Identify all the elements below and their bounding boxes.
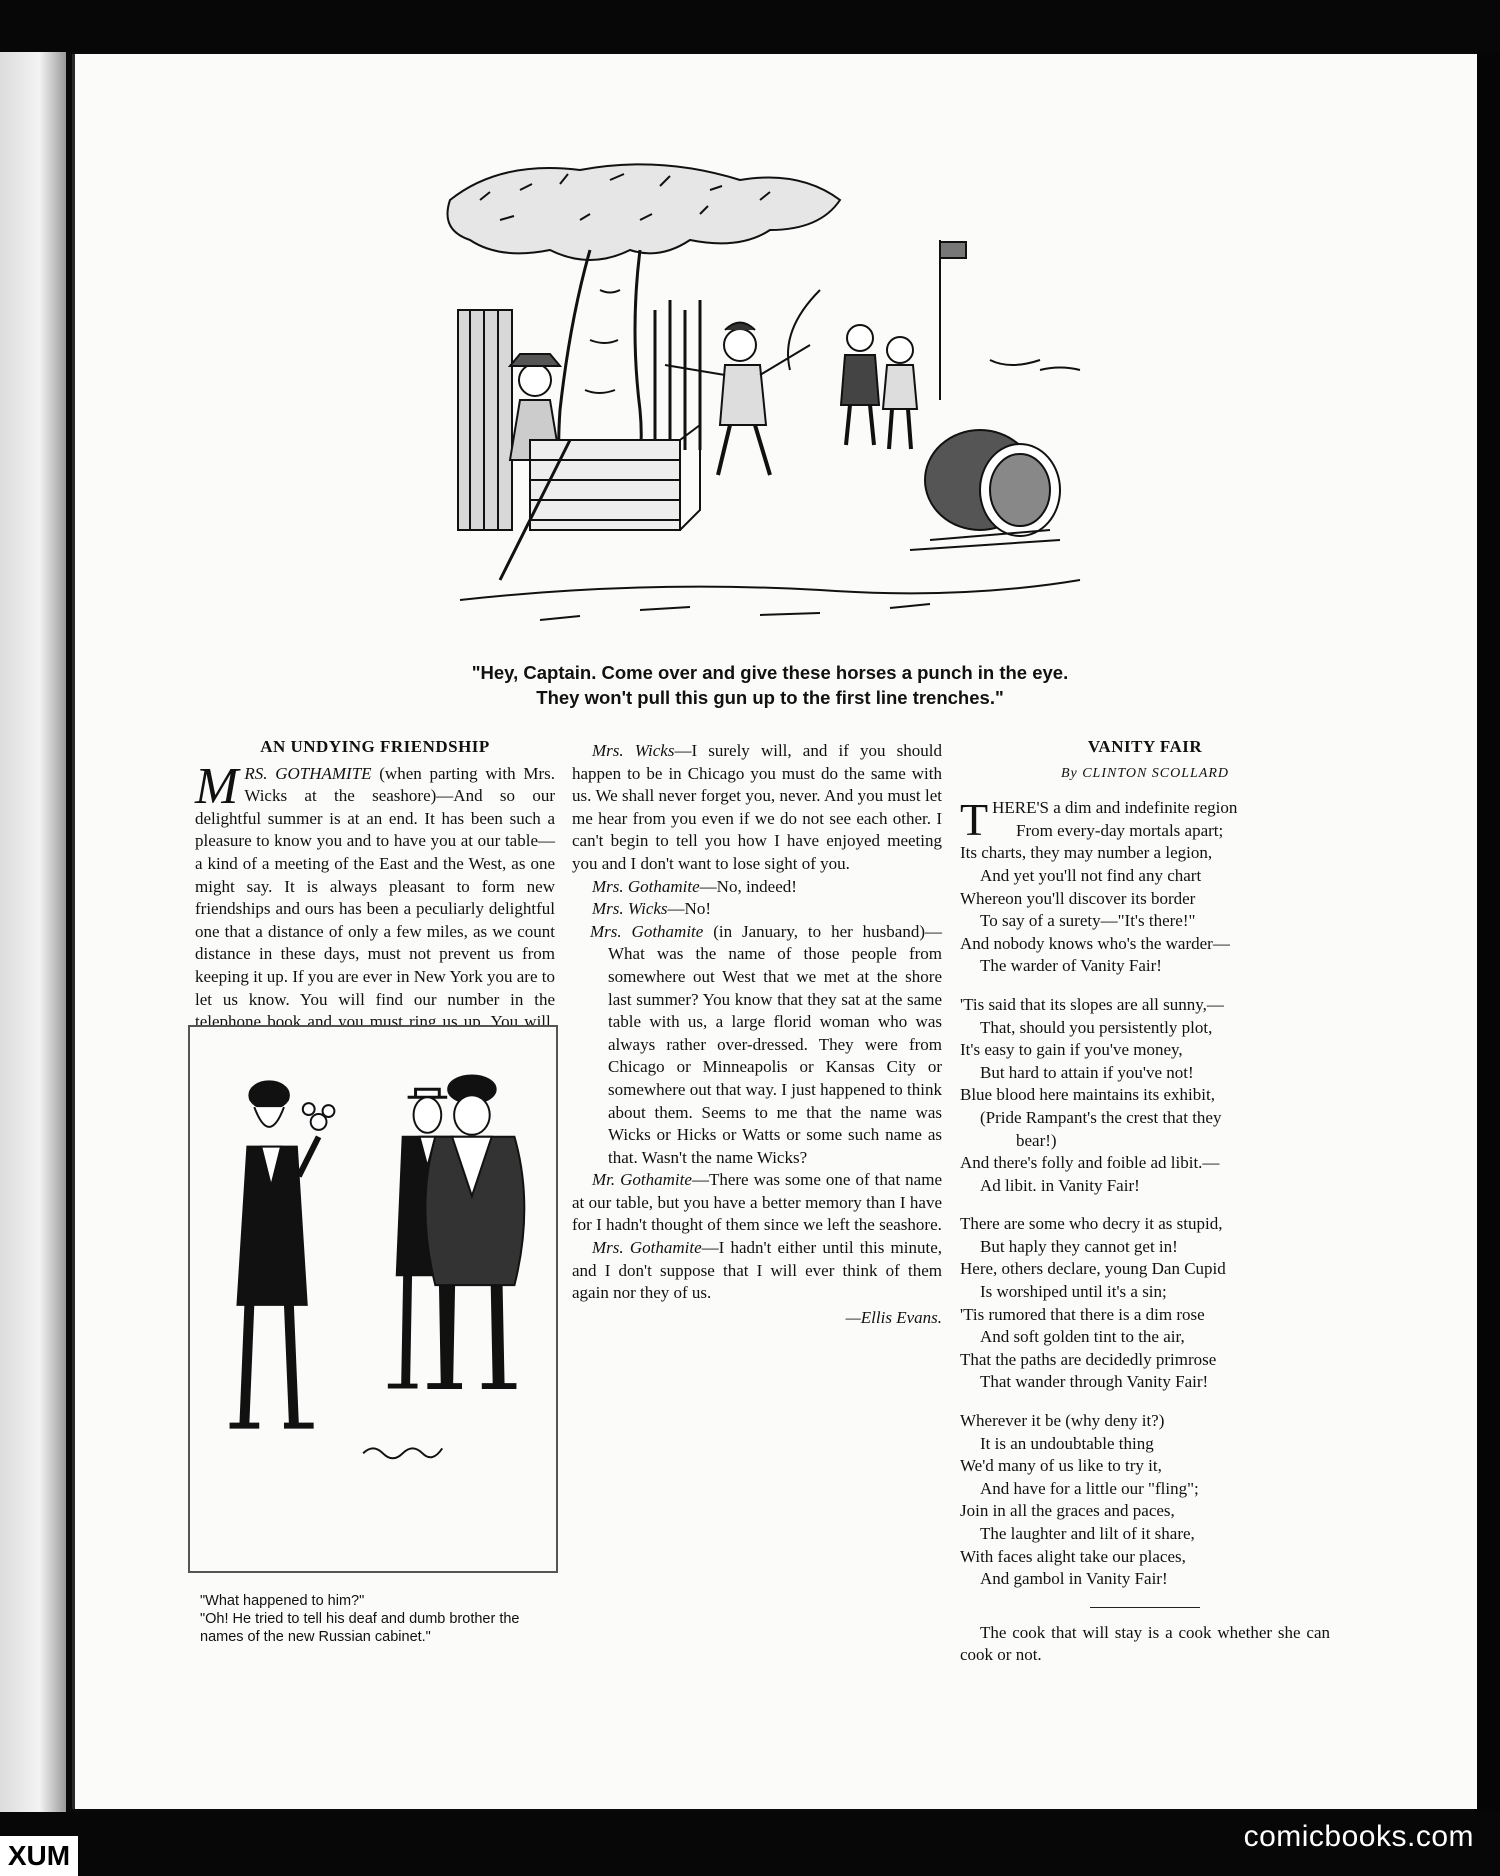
- poem-line: Wherever it be (why deny it?): [960, 1411, 1165, 1431]
- caption-line: "Oh! He tried to tell his deaf and dumb brother the names of the new Russian cabinet.": [200, 1611, 520, 1645]
- article-paragraph: [572, 898, 942, 921]
- article-title: AN UNDYING FRIENDSHIP: [260, 737, 490, 756]
- article-paragraph: [572, 1169, 942, 1237]
- poem-line: And nobody knows who's the warder—: [960, 933, 1230, 953]
- filler-quip: The cook that will stay is a cook whether she can cook or not.: [960, 1622, 1330, 1665]
- three-men-cartoon: [188, 1025, 558, 1573]
- speaker-name: Mrs. Wicks: [592, 899, 668, 919]
- poem-line: And there's folly and foible ad libit.—: [960, 1153, 1220, 1173]
- facing-page-edge: [0, 52, 66, 1812]
- poem-stanza: [960, 994, 1330, 1197]
- poem-line: That, should you persistently plot,: [980, 1017, 1213, 1037]
- poem-title: VANITY FAIR: [1087, 737, 1203, 756]
- site-watermark: comicbooks.com: [1243, 1820, 1474, 1853]
- speaker-name: Mr. Gothamite: [592, 1170, 692, 1190]
- poem-line: From every-day mortals apart;: [1016, 820, 1224, 840]
- poem-line: That wander through Vanity Fair!: [980, 1372, 1209, 1392]
- article-paragraph: [572, 740, 942, 876]
- poem-line: And gambol in Vanity Fair!: [980, 1569, 1168, 1589]
- poem-line: To say of a surety—"It's there!": [980, 911, 1196, 931]
- poem-line: THERE'S a dim and indefinite region: [960, 794, 1238, 846]
- poem-line: We'd many of us like to try it,: [960, 1456, 1162, 1476]
- article-paragraph: [572, 1237, 942, 1305]
- speaker-name: Mrs. Gothamite: [592, 1238, 702, 1258]
- poem-line: Join in all the graces and paces,: [960, 1501, 1175, 1521]
- article-paragraph: [195, 757, 555, 1057]
- poem-line: Its charts, they may number a legion,: [960, 843, 1213, 863]
- poem-byline: By CLINTON SCOLLARD: [1060, 765, 1230, 781]
- top-cartoon-caption: [380, 660, 1160, 710]
- paragraph-text: (in January, to her husband)—What was the name of those people from somewhere out West that we met at the shore last summer? You know that they sat at the same table with us, a large florid woman who was always rather over-dressed. They were from Chicago or Minneapolis or Kansas City or somewhere out that way. I just happened to think about them. Seems to me that the name was Wicks or Hicks or Watts or some such name as that. Wasn't the name Wicks?: [608, 921, 942, 1167]
- article-paragraph: [572, 876, 942, 899]
- paragraph-text: (when parting with Mrs. Wicks at the seashore)—And so our delightful summer is at an end. It has been such a pleasure to know you and to have you at our table—a kind of a meeting of the East and the West, as one might say. It is always pleasant to form new friendships and ours has been a peculiarly delightful one that a distance of only a few miles, as we count distance in these days, must not prevent us from keeping it up. If you are ever in New York you are to let us know. You will find our number in the telephone book and you must ring us up. You will, won't you?: [195, 763, 555, 1054]
- paragraph-text: —There was some one of that name at our table, but you have a better memory than I have for I hadn't thought of them since we left the seashore.: [572, 1170, 942, 1235]
- poem-line: But haply they cannot get in!: [980, 1236, 1178, 1256]
- poem-line: Ad libit. in Vanity Fair!: [980, 1175, 1140, 1195]
- boys-playing-war-cartoon: [440, 160, 1100, 660]
- speaker-name: Mrs. Wicks: [592, 741, 675, 760]
- poem-line: The laughter and lilt of it share,: [980, 1524, 1195, 1543]
- poem-line: bear!): [1016, 1130, 1057, 1150]
- section-divider: [1090, 1607, 1200, 1608]
- poem-line: It's easy to gain if you've money,: [960, 1040, 1183, 1060]
- caption-line: "Hey, Captain. Come over and give these horses a punch in the eye.: [471, 662, 1069, 683]
- poem-line: And yet you'll not find any chart: [980, 865, 1202, 885]
- poem-line: 'Tis rumored that there is a dim rose: [960, 1304, 1205, 1324]
- poem-line: (Pride Rampant's the crest that they: [980, 1107, 1222, 1127]
- paragraph-text: —No!: [667, 899, 711, 919]
- scan-right-border: [1474, 52, 1500, 1812]
- poem-column: [960, 736, 1330, 1667]
- lower-cartoon-caption: [200, 1592, 545, 1646]
- article-column-2: [572, 740, 942, 1329]
- poem-line: Whereon you'll discover its border: [960, 888, 1196, 908]
- speaker-name: Mrs. Gothamite: [590, 921, 704, 941]
- poem-line: It is an undoubtable thing: [980, 1433, 1154, 1453]
- caption-line: "What happened to him?": [200, 1593, 365, 1609]
- corner-label: XUM: [0, 1836, 78, 1876]
- speaker-name: Mrs. Gothamite: [592, 876, 700, 896]
- poem-line: And soft golden tint to the air,: [980, 1327, 1185, 1347]
- poem-stanza: [960, 1213, 1330, 1394]
- poem-stanza: [960, 794, 1330, 978]
- article-paragraph: [572, 921, 942, 1170]
- poem-line: That the paths are decidedly primrose: [960, 1349, 1217, 1369]
- poem-line: Here, others declare, young Dan Cupid: [960, 1259, 1226, 1279]
- drop-cap: M: [195, 757, 239, 815]
- poem-line: But hard to attain if you've not!: [980, 1062, 1194, 1082]
- article-column-1: [195, 736, 555, 1056]
- speaker-name: RS. GOTHAMITE: [244, 763, 372, 783]
- poem-line: Is worshiped until it's a sin;: [980, 1282, 1167, 1302]
- poem-stanza: [960, 1410, 1330, 1591]
- drop-cap: T: [960, 794, 989, 846]
- scan-top-border: [0, 0, 1500, 52]
- poem-line: The warder of Vanity Fair!: [980, 956, 1162, 976]
- poem-line: And have for a little our "fling";: [980, 1478, 1199, 1498]
- poem-line: There are some who decry it as stupid,: [960, 1214, 1223, 1234]
- poem-line: 'Tis said that its slopes are all sunny,—: [960, 994, 1224, 1014]
- paragraph-text: —I surely will, and if you should happen to be in Chicago you must do the same with us. We shall never forget you, never. And you must let me hear from you even if we do not see each other. I can't begin to tell you how I have enjoyed meeting you and I don't want to lose sight of you.: [572, 741, 943, 873]
- paragraph-text: —No, indeed!: [699, 876, 797, 896]
- poem-line: Blue blood here maintains its exhibit,: [960, 1085, 1215, 1105]
- author-signature: —Ellis Evans.: [845, 1307, 942, 1327]
- paragraph-text: —I hadn't either until this minute, and I don't suppose that I will ever think of them again nor they of us.: [572, 1238, 942, 1303]
- caption-line: They won't pull this gun up to the first line trenches.": [536, 687, 1004, 708]
- poem-line: With faces alight take our places,: [960, 1546, 1186, 1566]
